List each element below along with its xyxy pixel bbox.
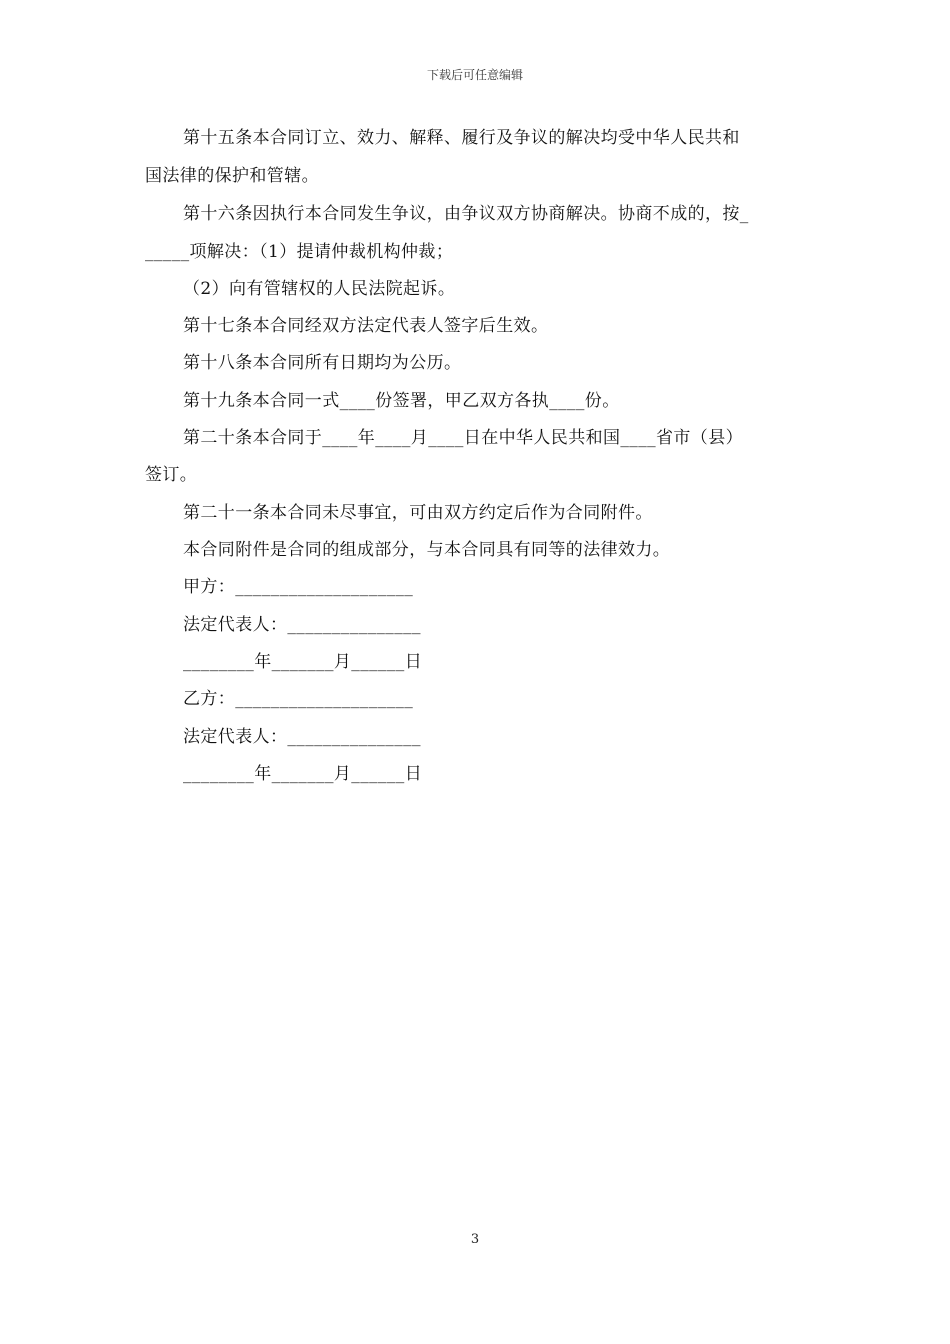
article-17: 第十七条本合同经双方法定代表人签字后生效。 — [183, 316, 549, 336]
page-number: 3 — [470, 1232, 480, 1247]
article-16-line-3: （2）向有管辖权的人民法院起诉。 — [183, 279, 456, 299]
article-16-line-2: _____项解决：（1）提请仲裁机构仲裁； — [145, 242, 454, 262]
party-b-signature-line: 乙方：____________________ — [183, 689, 414, 709]
article-20-line-2: 签订。 — [145, 465, 198, 485]
party-a-signature-line: 甲方：____________________ — [183, 577, 414, 597]
article-16-line-1: 第十六条因执行本合同发生争议，由争议双方协商解决。协商不成的，按_ — [183, 204, 749, 224]
article-19: 第十九条本合同一式____份签署，甲乙双方各执____份。 — [183, 391, 620, 411]
article-15-line-1: 第十五条本合同订立、效力、解释、履行及争议的解决均受中华人民共和 — [183, 128, 740, 148]
article-21: 第二十一条本合同未尽事宜，可由双方约定后作为合同附件。 — [183, 503, 653, 523]
page-header: 下载后可任意编辑 — [426, 68, 523, 82]
party-b-representative-line: 法定代表人：_______________ — [183, 727, 421, 747]
party-a-representative-line: 法定代表人：_______________ — [183, 615, 421, 635]
article-18: 第十八条本合同所有日期均为公历。 — [183, 353, 462, 373]
article-15-line-2: 国法律的保护和管辖。 — [145, 166, 319, 186]
attachment-clause: 本合同附件是合同的组成部分，与本合同具有同等的法律效力。 — [183, 540, 671, 560]
party-a-date-line: ________年_______月______日 — [183, 652, 423, 672]
party-b-date-line: ________年_______月______日 — [183, 764, 423, 784]
article-20-line-1: 第二十条本合同于____年____月____日在中华人民共和国____省市（县） — [183, 428, 743, 448]
